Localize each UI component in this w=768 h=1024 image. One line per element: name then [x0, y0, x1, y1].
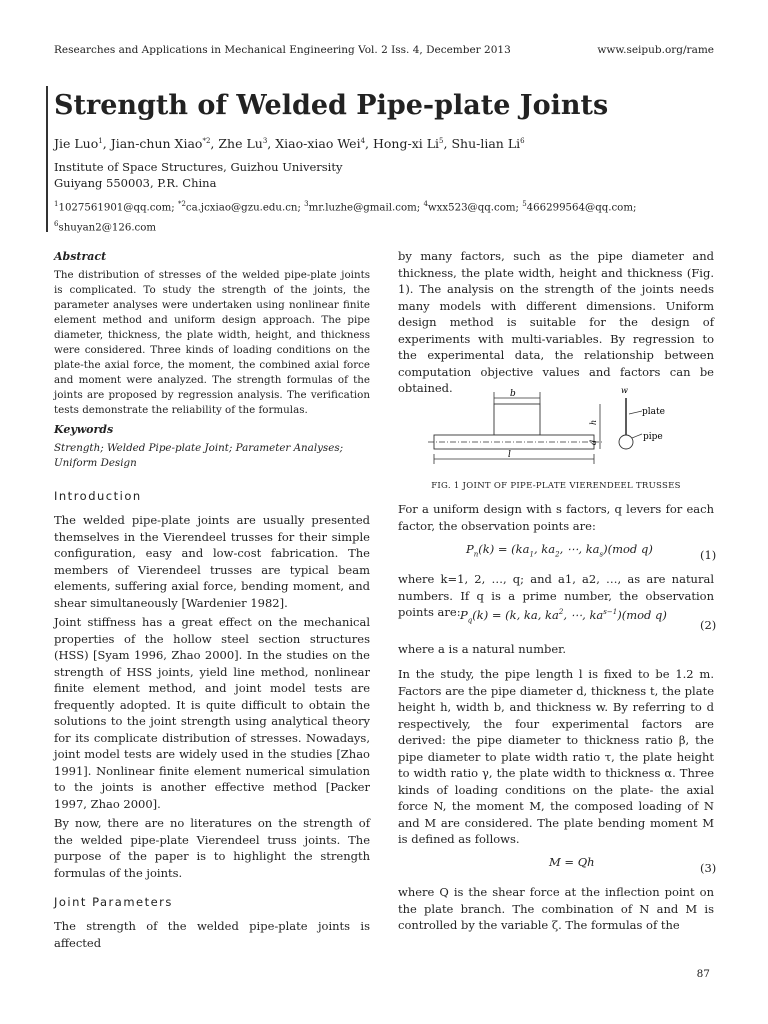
email-sup: 6 [54, 220, 59, 229]
email-sup: 3 [304, 200, 309, 208]
label-b: b [510, 389, 516, 399]
eq1-sub-2: 2 [555, 550, 560, 559]
eq1-ka1: ka [515, 542, 530, 556]
author-name: Zhe Lu [218, 136, 263, 151]
eq1-q: q [640, 542, 649, 556]
eq1-kas: ka [585, 542, 600, 556]
pipe-section-view [619, 435, 633, 449]
author-name: Hong-xi Li [373, 136, 440, 151]
eq2-ka: ka [523, 608, 538, 622]
eq2-k2: k [509, 608, 517, 622]
plate-leader-line [629, 411, 642, 414]
joint-parameters-paragraph-start: The strength of the welded pipe-plate joints is affected [54, 919, 370, 950]
equation-3: M = Qh [549, 855, 595, 869]
pipe-leader-line [632, 434, 642, 438]
equation-1: $P_n(k) = (ka_1$, $ka_2$, ⋯, $ka_s)(mod$ q) [466, 542, 653, 559]
email-address[interactable]: shuyan2@126.com [58, 222, 157, 234]
keywords-heading [54, 421, 370, 439]
where-paragraph-1: where k=1, 2, …, q; and a1, a2, …, as are natural numbers. If q is a prime number, the observation points are: [398, 572, 714, 619]
label-h: h [589, 419, 598, 425]
label-l: l [508, 450, 511, 460]
joint-parameters-paragraph-cont: by many factors, such as the pipe diameter and thickness, the plate width, height and thickness (Fig. 1). The analysis on the strength of the joints needs many models with different dimensions. Uniform design method is suitable for the design of experiments with multi-variables. By regression to the experimental data, the relationship between computation objective values and factors can be obtained. [398, 249, 714, 395]
figure-1-caption: FIG. 1 JOINT OF PIPE-PLATE VIERENDEEL TRUSSES [431, 481, 681, 491]
label-d: d [589, 439, 598, 445]
eq1-lhs-p: P [466, 542, 474, 556]
eq1-ka2: ka [541, 542, 556, 556]
email-address[interactable]: wxx523@qq.com; [427, 202, 523, 214]
keywords-heading-text: Keywords [54, 423, 114, 436]
eq2-kas: ka [589, 608, 604, 622]
email-address[interactable]: 1027561901@qq.com; [58, 202, 178, 214]
author-name: Shu-lian Li [451, 136, 521, 151]
email-sup: *2 [177, 200, 186, 208]
author-affil-sup: 4 [360, 136, 366, 145]
author-name: Jian-chun Xiao [110, 136, 203, 151]
intro-paragraph-3: By now, there are no literatures on the strength of the welded pipe-plate Vierendeel truss joints. The purpose of the paper is to highlight the strength formulas of the joints. [54, 816, 370, 880]
author-affil-sup: 3 [262, 136, 268, 145]
email-address[interactable]: mr.luzhe@gmail.com; [308, 202, 424, 214]
eq2-k: k [476, 608, 484, 622]
figure-1-joint-diagram [398, 384, 714, 480]
eq1-sub-n: n [473, 550, 479, 559]
intro-paragraph-1: The welded pipe-plate joints are usually presented themselves in the Vierendeel trusses for their simple configuration, easy and low-cost fabrication. The members of Vierendeel trusses are typical beam elements, suffering axial force, bending moment, and shear simultaneously [Wardenier 1982]. [54, 513, 370, 610]
author-affil-sup: *2 [202, 136, 211, 145]
author-name: Jie Luo [54, 136, 99, 151]
eq2-sup-s: s−1 [603, 608, 618, 617]
label-w: w [621, 386, 628, 395]
email-sup: 1 [54, 200, 59, 208]
email-address[interactable]: 466299564@qq.com; [526, 202, 637, 214]
eq2-lhs-p: P [460, 608, 468, 622]
keywords-text: Strength; Welded Pipe-plate Joint; Parameter Analyses; Uniform Design [54, 442, 344, 469]
abstract-text: The distribution of stresses of the welded pipe-plate joints is complicated. To study the strength of the joints, the parameter analyses were undertaken using nonlinear finite element method and uniform design approach. The pipe diameter, thickness, the plate width, height, and thickness were considered. Three kinds of loading conditions on the plate-the axial force, the moment, the combined axial force and moment were analyzed. The strength formulas of the joints are proposed by regression analysis. The verification tests demonstrate the reliability of the formulas. [54, 269, 370, 416]
author-affil-sup: 6 [520, 136, 525, 145]
author-affil-sup: 1 [98, 136, 103, 145]
equation-3-number: (3) [700, 861, 717, 875]
eq1-sub-s: s [599, 550, 604, 559]
eq2-ka2: ka [545, 608, 559, 622]
abstract-heading [54, 248, 370, 266]
eq1-k: k [482, 542, 490, 556]
label-plate: plate [642, 407, 665, 417]
affiliation-line-2: Guiyang 550003, P.R. China [54, 176, 217, 190]
running-header-journal: Researches and Applications in Mechanical Engineering Vol. 2 Iss. 4, December 2013 [54, 44, 511, 56]
intro-paragraph-2: Joint stiffness has a great effect on the mechanical properties of the hollow steel section structures (HSS) [Syam 1996, Zhao 2000]. In the studies on the strength of HSS joints, yield line method, nonlinear finite element method, and joint model tests are frequently adopted. It is quite difficult to obtain the solutions to the joint strength using analytical theory for its complicate distribution of stresses. Nowadays, joint model tests are widely used in the studies [Zhao 1991]. Nonlinear finite element numerical simulation to the joints is another effective method [Packer 1997, Zhao 2000]. [54, 615, 370, 811]
running-header-url[interactable]: www.seipub.org/rame [597, 44, 714, 56]
author-list: Jie Luo$^1$, Jian-chun Xiao$^{*2}$, Zhe Lu$^3$, Xiao-xiao Wei$^4$, Hong-xi Li$^5$, Shu-lian Li$^6$ [54, 136, 525, 151]
abstract-heading-text: Abstract [54, 250, 107, 263]
eq2-q: q [655, 608, 663, 622]
section-heading-joint-parameters: Joint Parameters [54, 895, 173, 909]
page-number: 87 [696, 968, 710, 980]
where-paragraph-2: where a is a natural number. [398, 642, 567, 656]
label-pipe: pipe [643, 432, 663, 442]
study-paragraph: In the study, the pipe length l is fixed to be 1.2 m. Factors are the pipe diameter d, thickness t, the plate height h, width b, and thickness w. By referring to d respectively, the four experimental factors are derived: the pipe diameter to thickness ratio β, the pipe diameter to plate width ratio τ, the plate height to width ratio γ, the plate width to thickness α. Three kinds of loading conditions on the plate- the axial force N, the moment M, the composed loading of N and M are considered. The plate bending moment M is defined as follows. [398, 667, 714, 846]
paper-title: Strength of Welded Pipe-plate Joints [54, 90, 609, 121]
equation-2-number: (2) [700, 618, 717, 632]
equation-2: $P_q(k) = (k$, ka, $ka^2$, ⋯, $ka^{s-1})(mod$ q) [460, 608, 667, 625]
where-paragraph-3: where Q is the shear force at the inflection point on the plate branch. The combination of N and M is controlled by the variable ζ. The formulas of the [398, 885, 714, 932]
uniform-design-paragraph: For a uniform design with s factors, q levers for each factor, the observation points are: [398, 502, 714, 533]
email-sup: 5 [522, 200, 527, 208]
affiliation-line-1: Institute of Space Structures, Guizhou University [54, 160, 343, 174]
title-rule [46, 86, 48, 232]
plate-shape [494, 404, 540, 435]
author-emails [54, 196, 714, 237]
eq2-sup-2: 2 [558, 608, 564, 617]
eq1-sub-1: 1 [529, 550, 534, 559]
email-sup: 4 [423, 200, 428, 208]
section-heading-introduction: Introduction [54, 489, 142, 503]
equation-1-number: (1) [700, 548, 717, 562]
eq2-sub-q: q [467, 616, 473, 625]
author-name: Xiao-xiao Wei [275, 136, 361, 151]
email-address[interactable]: ca.jcxiao@gzu.edu.cn; [185, 202, 305, 214]
author-affil-sup: 5 [439, 136, 444, 145]
